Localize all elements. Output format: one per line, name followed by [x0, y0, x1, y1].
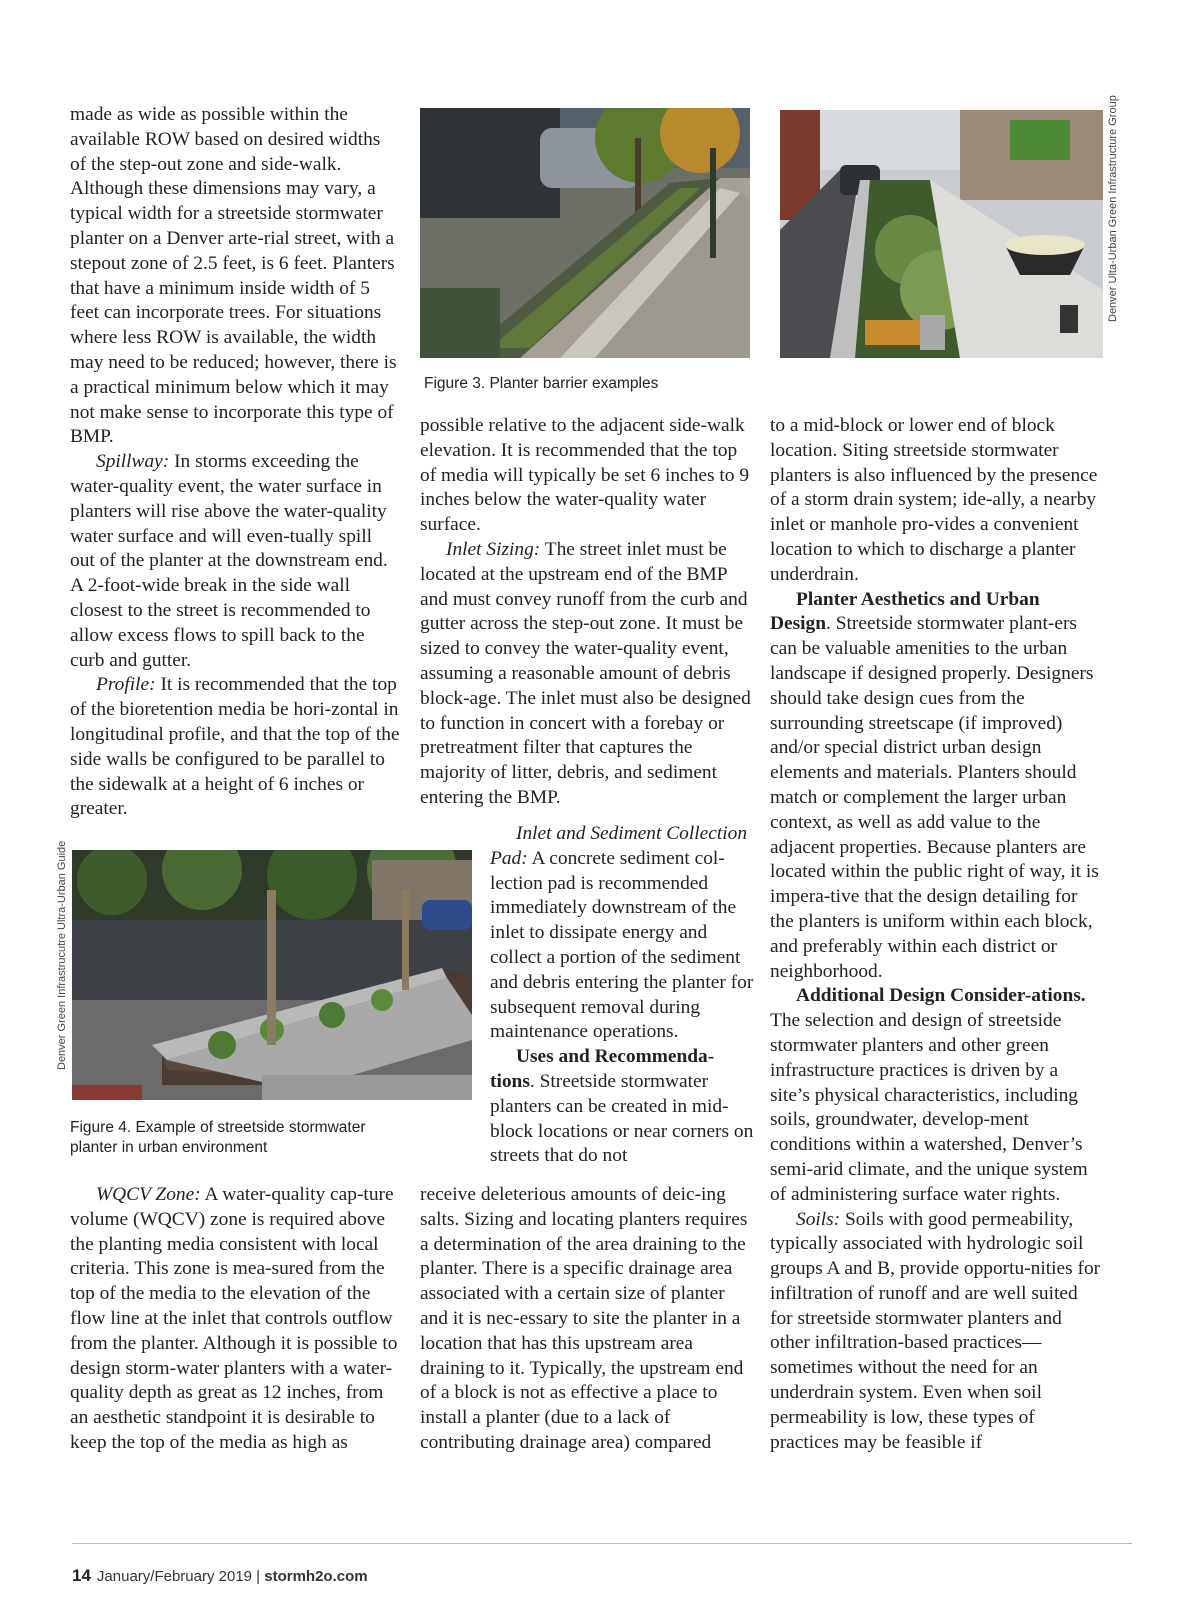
profile-paragraph — [70, 673, 400, 822]
figure-4-caption: Figure 4. Example of streetside stormwater planter in urban environment — [70, 1119, 366, 1156]
soils-paragraph — [770, 1208, 1102, 1456]
col2-paragraph: possible relative to the adjacent side-walk elevation. It is recommended that the top of media will typically be set 6 inches to 9 inches below the water-quality water surface. — [420, 415, 750, 536]
uses-paragraph — [490, 1045, 755, 1169]
page-number: 14 — [72, 1566, 91, 1585]
issue-date: January/February 2019 | — [96, 1568, 265, 1585]
profile-label: Profile: — [96, 674, 156, 696]
figure-4-photo — [72, 850, 472, 1100]
spillway-paragraph — [70, 450, 400, 673]
additional-text: The selection and design of streetside stormwater planters and other green infrastructure practices is driven by a site’s physical characteristics, including soils, groundwater, develop-ment conditions within a watershed, Denver’s semi-arid climate, and the unique system of administering surface water rights. — [770, 1010, 1088, 1205]
figure-3-photo-right — [780, 110, 1103, 358]
inlet-text: The street inlet must be located at the upstream end of the BMP and must convey runoff from the curb and gutter across the step-out zone. It must be sized to convey the water-quality event, assuming a reasonable amount of debris block-age. The inlet must also be designed to function in concert with a forebay or pretreatment filter that captures the majority of litter, debris, and sediment entering the BMP. — [420, 538, 751, 808]
figure-3-credit: Denver Ulta-Urban Green Infrastructure Group — [1107, 95, 1119, 322]
wqcv-text: A water-quality cap-ture volume (WQCV) zone is required above the planting media consistent with local criteria. This zone is mea-sured from the top of the media to the elevation of the flow line at the inlet that controls outflow from the planter. Although it is possible to design storm-water planters with a water-quality depth as great as 12 inches, from an aesthetic standpoint it is desirable to keep the top of the media as high as — [70, 1184, 398, 1453]
spillway-text: In storms exceeding the water-quality event, the water surface in planters will rise above the water-quality water surface and will even-tually spill out of the planter at the downstream end. A 2-foot-wide break in the side wall closest to the street is recommended to allow excess flows to spill back to the curb and gutter. — [70, 451, 388, 671]
figure-3-caption: Figure 3. Planter barrier examples — [424, 375, 659, 392]
soils-text: Soils with good permeability, typically associated with hydrologic soil groups A and B, provide opportu-nities for infiltration of runoff and are well suited for streetside stormwater planters and other infiltration-based practices—sometimes without the need for an underdrain system. Even when soil permeability is low, these types of practices may be feasible if — [770, 1208, 1101, 1453]
additional-heading: Additional Design Consider-ations. — [796, 985, 1086, 1007]
aesthetics-text: . Streetside stormwater plant-ers can be valuable amenities to the urban landscape if designed properly. Designers should take design cues from the surrounding streetscape (if improved) and/or special district urban design elements and materials. Planters should match or complement the larger urban context, as well as add value to the adjacent properties. Because planters are located within the public right of way, it is impera-tive that the design detailing for the planters is uniform within each block, and preferably within each district or neighborhood. — [770, 613, 1099, 982]
uses-text-a: . Streetside stormwater planters can be created in mid-block locations or near corners on streets that do not — [490, 1070, 754, 1167]
inlet-paragraph — [420, 538, 754, 811]
col3-paragraph: to a mid-block or lower end of block location. Siting streetside stormwater planters is also influenced by the presence of a storm drain system; ide-ally, a nearby inlet or manhole pro-vides a convenient location to which to discharge a planter underdrain. — [770, 415, 1098, 585]
inlet-label: Inlet Sizing: — [446, 538, 541, 560]
sediment-label: Inlet and Sediment Collection Pad: — [490, 823, 748, 869]
uses-text-b: receive deleterious amounts of deic-ing salts. Sizing and locating planters requires a determination of the area draining to the planter. There is a specific drainage area associated with a certain size of planter and it is nec-essary to site the planter in a location that has this upstream area draining to it. Typically, the upstream end of a block is not as effective a place to install a planter (due to a lack of contributing drainage area) compared — [420, 1184, 748, 1453]
column-3 — [770, 414, 1102, 1455]
footer-rule — [72, 1543, 1132, 1544]
sediment-paragraph — [490, 822, 755, 1045]
col1-paragraph: made as wide as possible within the available ROW based on desired widths of the step-out zone and side-walk. Although these dimensions may vary, a typical width for a streetside stormwater planter on a Denver arte-rial street, with a stepout zone of 2.5 feet, is 6 feet. Planters that have a minimum inside width of 5 feet can incorporate trees. For situations where less ROW is available, the width may need to be reduced; however, there is a practical minimum below which it may not make sense to incorporate this type of BMP. — [70, 104, 397, 448]
column-1-top — [70, 103, 400, 822]
soils-label: Soils: — [796, 1208, 841, 1230]
aesthetics-heading: Planter Aesthetics and Urban Design — [770, 588, 1040, 635]
wqcv-label: WQCV Zone: — [96, 1184, 201, 1205]
spillway-label: Spillway: — [96, 451, 170, 473]
additional-paragraph — [770, 984, 1102, 1207]
profile-text: It is recommended that the top of the bioretention media be hori-zontal in longitudinal profile, and that the top of the side walls be configured to be parallel to the sidewalk at a height of 6 inches or greater. — [70, 674, 400, 820]
aesthetics-paragraph — [770, 588, 1102, 985]
column-2-bottom — [420, 1183, 754, 1456]
page-footer — [72, 1566, 368, 1586]
column-1-bottom — [70, 1183, 400, 1456]
sediment-text: A concrete sediment col-lection pad is recommended immediately downstream of the inlet to dissipate energy and collect a portion of the sediment and debris entering the planter for subsequent removal during maintenance operations. — [490, 847, 754, 1043]
figure-3-photo-left — [420, 108, 750, 358]
column-2-wrap — [490, 822, 755, 1169]
wqcv-paragraph — [70, 1183, 400, 1456]
column-2-top — [420, 414, 754, 811]
uses-heading: Uses and Recommenda-tions — [490, 1046, 715, 1092]
site-link[interactable]: stormh2o.com — [264, 1568, 368, 1585]
figure-4-credit: Denver Green Infrastrucutre Ultra-Urban Guide — [56, 840, 68, 1070]
